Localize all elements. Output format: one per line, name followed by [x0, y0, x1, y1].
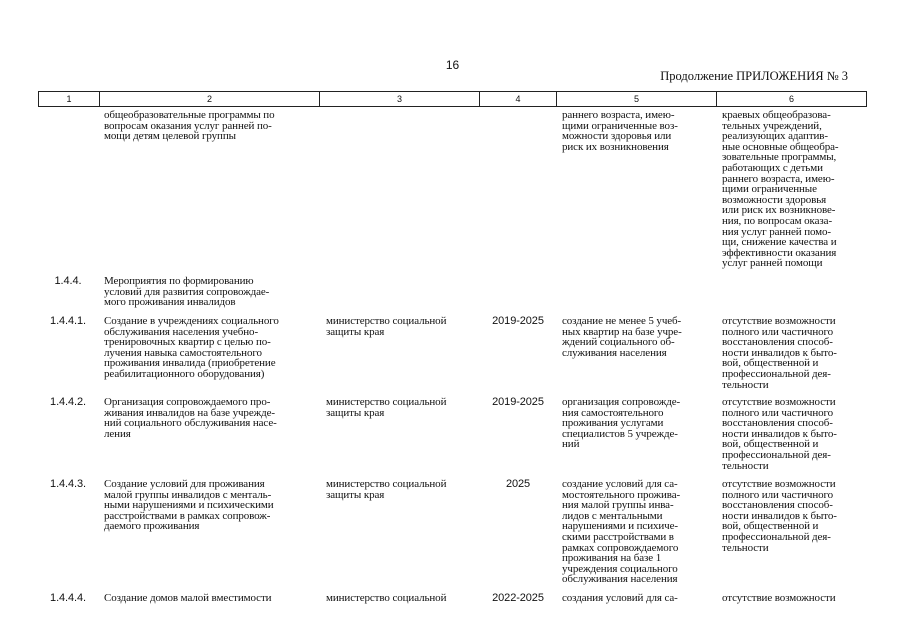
- activity-cell: Создание в учреждениях социального обслуживания населения учебно- тренировочных квартир с целью по- лучения навыка самостоятельного проживания инвалида (приобретение реабилитационного оборудования): [104, 315, 279, 380]
- consequences-cell: отсутствие возможности полного или частичного восстановления способ- ности инвалидов к быто- вой, общественной и профессиональной дея- тельности: [722, 315, 837, 391]
- column-number-2: 2: [100, 92, 320, 106]
- activity-cell: Организация сопровождаемого про- живания инвалидов на базе учрежде- ний социального обслуживания насе- ления: [104, 396, 277, 440]
- period-cell: 2019-2025: [492, 315, 544, 327]
- row-number: 1.4.4.4.: [50, 592, 86, 604]
- period-cell: 2025: [505, 478, 531, 490]
- result-cell: организация сопровожде- ния самостоятельного проживания услугами специалистов 5 учрежде- ний: [562, 396, 681, 451]
- executor-cell: министерство социальной защиты края: [326, 396, 447, 419]
- row-number: 1.4.4.: [54, 275, 82, 287]
- executor-cell: министерство социальной: [326, 592, 447, 604]
- consequences-cell: отсутствие возможности полного или частичного восстановления способ- ности инвалидов к быто- вой, общественной и профессиональной дея- тельности: [722, 478, 837, 554]
- executor-cell: министерство социальной защиты края: [326, 315, 447, 338]
- executor-cell: министерство социальной защиты края: [326, 478, 447, 501]
- page-number: 16: [445, 58, 460, 72]
- row-number: 1.4.4.1.: [50, 315, 86, 327]
- column-number-5: 5: [557, 92, 717, 106]
- result-cell: раннего возраста, имею- щими ограниченные воз- можности здоровья или риск их возникновения: [562, 109, 678, 153]
- result-cell: создание условий для са- мостоятельного прожива- ния малой группы инва- лидов с ментальными нарушениями и психиче- скими расстройствами в рамках сопровождаемого проживания на базе 1 учреждения социального обслуживания населения: [562, 478, 681, 586]
- row-number: 1.4.4.2.: [50, 396, 86, 408]
- column-number-1: 1: [39, 92, 100, 106]
- activity-cell: Мероприятия по формированию условий для развития сопровождае- мого проживания инвалидов: [104, 275, 270, 309]
- period-cell: 2019-2025: [492, 396, 544, 408]
- activity-cell: Создание условий для проживания малой группы инвалидов с менталь- ными нарушениями и психическими расстройствами в рамках сопровож- даемого проживания: [104, 478, 274, 533]
- consequences-cell: отсутствие возможности: [722, 592, 836, 604]
- activity-cell: общеобразовательные программы по вопросам оказания услуг ранней по- мощи детям целевой группы: [104, 109, 275, 143]
- result-cell: создание не менее 5 учеб- ных квартир на базе учре- ждений социального об- служивания населения: [562, 315, 682, 359]
- result-cell: создания условий для са-: [562, 592, 678, 604]
- activity-cell: Создание домов малой вместимости: [104, 592, 272, 604]
- appendix-continuation-label: Продолжение ПРИЛОЖЕНИЯ № 3: [660, 69, 848, 83]
- period-cell: 2022-2025: [492, 592, 544, 604]
- column-number-3: 3: [320, 92, 480, 106]
- column-number-6: 6: [788, 94, 794, 104]
- consequences-cell: краевых общеобразова- тельных учреждений, реализующих адаптив- ные основные общеобра- зовательные программы, работающих с детьми раннего возраста, имею- щими ограниченные возможности здоровья или риск их возникнове- ния, по вопросам оказа- ния услуг ранней помо- щи, снижение качества и эффективности оказания услуг ранней помощи: [722, 109, 839, 270]
- column-number-4: 4: [480, 92, 557, 106]
- row-number: 1.4.4.3.: [50, 478, 86, 490]
- consequences-cell: отсутствие возможности полного или частичного восстановления способ- ности инвалидов к быто- вой, общественной и профессиональной дея- тельности: [722, 396, 837, 472]
